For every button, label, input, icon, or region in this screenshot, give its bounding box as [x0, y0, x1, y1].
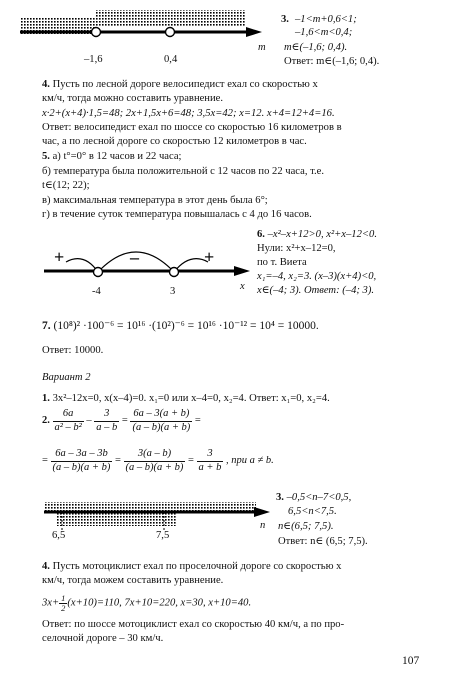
fraction — [197, 448, 224, 474]
solution-line: m∈(–1,6; 0,4). — [284, 42, 348, 53]
answer-line: Ответ: по шоссе мотоциклист ехал со скоростью 40 км/ч, а по про- — [42, 619, 345, 630]
answer-line: Ответ: 10000. — [42, 345, 104, 356]
axis-label: x — [240, 281, 245, 292]
arrow-head — [254, 507, 270, 517]
number-line-m — [20, 10, 262, 37]
problem-number: 5. — [42, 151, 50, 162]
region-shade-bottom — [56, 512, 176, 526]
open-point-b — [170, 268, 179, 277]
axis-label: n — [260, 520, 266, 531]
denominator: a² – b² — [54, 421, 82, 433]
text-span: –0,5<n–7<0,5, — [286, 492, 352, 503]
text-line — [276, 492, 351, 505]
fraction — [94, 408, 119, 434]
problem-number: 1. — [42, 393, 50, 404]
text-span: –x²–x+12>0, x²+x–12<0. — [267, 229, 377, 240]
operator: = — [115, 454, 121, 466]
text-line: t∈(12; 22); — [42, 180, 90, 191]
problem-number: 4. — [42, 79, 50, 90]
text-line: селочной дороге – 30 км/ч. — [42, 633, 164, 644]
numerator: 3 — [197, 448, 224, 462]
number-line-n — [44, 502, 270, 530]
fraction — [51, 448, 113, 474]
problem-number: 3. — [281, 14, 289, 25]
tick-label: 7,5 — [156, 530, 170, 541]
condition: , при a ≠ b. — [226, 454, 274, 466]
answer-line: x∈(–4; 3). Ответ: (–4; 3). — [257, 285, 375, 296]
numerator: 6a – 3a – 3b — [51, 448, 113, 462]
text-line — [42, 320, 319, 333]
axis-label: m — [258, 42, 266, 53]
problem-number: 2. — [42, 414, 50, 426]
numerator: 6a – 3(a + b) — [130, 408, 192, 422]
numerator: 3 — [94, 408, 119, 422]
text-line: км/ч, тогда можем составить уравнение. — [42, 575, 224, 586]
problem-number: 4. — [42, 561, 50, 572]
region-shade-right — [96, 10, 246, 26]
text-span: а) t°=0° в 12 часов и 22 часа; — [52, 151, 182, 162]
text-line: км/ч, тогда можно составить уравнение. — [42, 93, 223, 104]
denominator: 2 — [61, 603, 66, 613]
formula: (10⁸)² ·100⁻⁶ = 10¹⁶ ·(10²)⁻⁶ = 10¹⁶ ·10⁻¹² = 10⁴ = 10000. — [53, 320, 319, 332]
text-line — [42, 561, 341, 574]
text-line — [42, 393, 330, 406]
denominator: (a – b)(a + b) — [52, 461, 111, 473]
text-span: (x+10)=110, 7x+10=220, x=30, x+10=40. — [67, 597, 252, 609]
open-point-a — [94, 268, 103, 277]
tick-label: 6,5 — [52, 530, 66, 541]
solution-line: n∈(6,5; 7,5). — [278, 521, 334, 532]
operator: = — [121, 414, 128, 426]
fraction — [130, 408, 192, 434]
inequality-line: –1<m+0,6<1; — [295, 14, 357, 25]
sign-plus: + — [54, 247, 65, 267]
text-span: Пусть мотоциклист ехал по проселочной дороге со скоростью x — [52, 561, 342, 572]
operator: – — [86, 414, 92, 426]
open-point-a — [92, 28, 101, 37]
problem-number: 6. — [257, 229, 265, 240]
tick-label: –1,6 — [84, 54, 103, 65]
sign-plus: + — [204, 247, 215, 267]
tick-label: -4 — [92, 286, 101, 297]
open-point-b — [166, 28, 175, 37]
text-line: час, а по лесной дороге со скоростью 12 километров в час. — [42, 136, 307, 147]
fraction-line-1 — [42, 408, 201, 434]
operator: = — [188, 454, 194, 466]
tick-label: 0,4 — [164, 54, 178, 65]
text-line — [42, 151, 181, 164]
numerator: 6a — [53, 408, 84, 422]
denominator: a – b — [96, 421, 118, 433]
tick-label: 3 — [170, 286, 176, 297]
operator: = — [194, 414, 201, 426]
arrow-head — [246, 27, 262, 37]
arrow-head — [234, 266, 250, 276]
text-span: Пусть по лесной дороге велосипедист ехал со скоростью x — [52, 79, 318, 90]
text-span: 3x²–12x=0, x(x–4)=0. x₁=0 или x–4=0, x₂=4. Ответ: x₁=0, x₂=4. — [52, 393, 330, 404]
operator: = — [42, 454, 48, 466]
page-number: 107 — [402, 655, 420, 667]
equation-line — [42, 594, 251, 613]
numerator: 1 — [61, 593, 66, 603]
problem-number: 7. — [42, 320, 51, 332]
text-line: в) максимальная температура в этот день была 6°; — [42, 195, 268, 206]
answer-line: Ответ: m∈(–1,6; 0,4). — [284, 56, 380, 67]
fraction — [124, 448, 186, 474]
denominator: (a – b)(a + b) — [125, 461, 184, 473]
variant-heading: Вариант 2 — [42, 372, 91, 383]
text-line: б) температура была положительной с 12 часов по 22 часа, т.е. — [42, 166, 324, 177]
sign-minus: – — [130, 247, 139, 267]
fraction-line-2 — [42, 448, 274, 474]
numerator: 3(a – b) — [124, 448, 186, 462]
answer-line: Ответ: велосипедист ехал по шоссе со скоростью 16 километров в — [42, 122, 342, 133]
text-line — [257, 229, 377, 242]
text-line — [42, 79, 318, 92]
equation-line: x·2+(x+4)·1,5=48; 2x+1,5x+6=48; 3,5x=42; x=12. x+4=12+4=16. — [42, 108, 335, 119]
text-line: Нули: x²+x–12=0, — [257, 243, 336, 254]
inequality-line: –1,6<m<0,4; — [295, 27, 353, 38]
text-line: x₁=–4, x₂=3. (x–3)(x+4)<0, — [257, 271, 377, 282]
text-line: г) в течение суток температура повышалась с 4 до 16 часов. — [42, 209, 312, 220]
denominator: (a – b)(a + b) — [132, 421, 191, 433]
text-line: по т. Виета — [257, 257, 307, 268]
text-span: 3x+ — [42, 597, 60, 609]
text-line: 6,5<n<7,5. — [288, 506, 337, 517]
fraction — [53, 408, 84, 434]
answer-line: Ответ: n∈ (6,5; 7,5). — [278, 536, 368, 547]
denominator: a + b — [198, 461, 222, 473]
number-line-x — [44, 247, 250, 277]
problem-number: 3. — [276, 492, 284, 503]
